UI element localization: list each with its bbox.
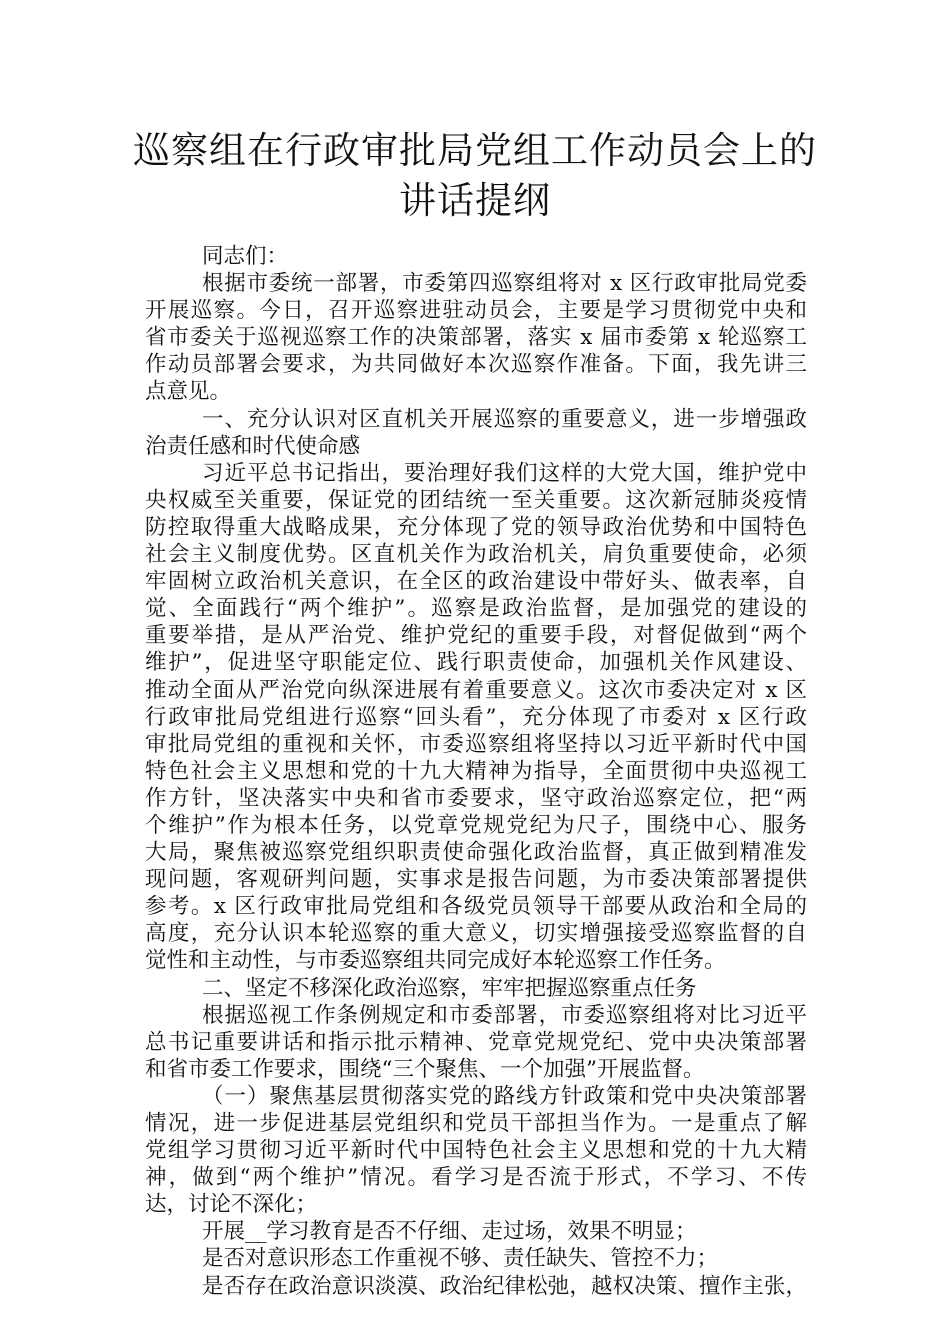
body-line: 和省市委工作要求，围绕“三个聚焦、一个加强”开展监督。 — [145, 1056, 705, 1082]
body-line: 高度，充分认识本轮巡察的重大意义，切实增强接受巡察监督的自 — [145, 921, 807, 947]
section-heading-1: 一、充分认识对区直机关开展巡察的重要意义，进一步增强政 — [202, 406, 807, 432]
body-line: 特色社会主义思想和党的十九大精神为指导，全面贯彻中央巡视工 — [145, 758, 807, 784]
body-line: 社会主义制度优势。区直机关作为政治机关，肩负重要使命，必须 — [145, 542, 807, 568]
body-line: 党组学习贯彻习近平新时代中国特色社会主义思想和党的十九大精 — [145, 1138, 807, 1164]
body-line: 行政审批局党组进行巡察“回头看”，充分体现了市委对 x 区行政 — [145, 704, 807, 730]
body-line: 觉性和主动性，与市委巡察组共同完成好本轮巡察工作任务。 — [145, 948, 726, 974]
document-title-line-1: 巡察组在行政审批局党组工作动员会上的 — [133, 129, 817, 172]
body-line: 是否存在政治意识淡漠、政治纪律松弛，越权决策、擅作主张， — [202, 1273, 807, 1299]
section-heading-2: 二、坚定不移深化政治巡察，牢牢把握巡察重点任务 — [202, 975, 697, 1001]
salutation: 同志们： — [202, 244, 289, 269]
section-heading-1-cont: 治责任感和时代使命感 — [145, 433, 361, 459]
body-line: 点意见。 — [145, 379, 232, 405]
body-line: 根据巡视工作条例规定和市委部署，市委巡察组将对比习近平 — [202, 1002, 807, 1028]
body-line: 觉、全面践行“两个维护”。巡察是政治监督，是加强党的建设的 — [145, 596, 807, 622]
body-line: 作方针，坚决落实中央和省市委要求，坚守政治巡察定位，把“两 — [145, 785, 807, 811]
body-line: 作动员部署会要求，为共同做好本次巡察作准备。下面，我先讲三 — [145, 352, 807, 378]
body-line: 维护”，促进坚守职能定位、践行职责使命，加强机关作风建设、 — [145, 650, 807, 676]
body-line: 省市委关于巡视巡察工作的决策部署，落实 x 届市委第 x 轮巡察工 — [145, 325, 807, 351]
document-title-line-2: 讲话提纲 — [399, 179, 551, 222]
body-line: 现问题，客观研判问题，实事求是报告问题，为市委决策部署提供 — [145, 867, 807, 893]
body-line: 个维护”作为根本任务，以党章党规党纪为尺子，围绕中心、服务 — [145, 812, 807, 838]
body-line: 牢固树立政治机关意识，在全区的政治建设中带好头、做表率，自 — [145, 569, 807, 595]
document-body — [145, 243, 807, 1300]
body-line: 重要举措，是从严治党、维护党纪的重要手段，对督促做到“两个 — [145, 623, 807, 649]
body-line: 总书记重要讲话和指示批示精神、党章党规党纪、党中央决策部署 — [145, 1029, 807, 1055]
body-line: 神，做到“两个维护”情况。看学习是否流于形式，不学习、不传 — [145, 1165, 807, 1191]
body-line: 情况，进一步促进基层党组织和党员干部担当作为。一是重点了解 — [145, 1111, 807, 1136]
body-line: 开展__学习教育是否不仔细、走过场，效果不明显； — [202, 1219, 697, 1245]
body-line: 开展巡察。今日，召开巡察进驻动员会，主要是学习贯彻党中央和 — [145, 298, 807, 324]
body-line: 审批局党组的重视和关怀，市委巡察组将坚持以习近平新时代中国 — [145, 731, 807, 757]
body-line: 参考。x 区行政审批局党组和各级党员领导干部要从政治和全局的 — [145, 894, 807, 920]
body-line: 习近平总书记指出，要治理好我们这样的大党大国，维护党中 — [202, 460, 807, 486]
body-line: 是否对意识形态工作重视不够、责任缺失、管控不力； — [202, 1246, 719, 1272]
body-line: 推动全面从严治党向纵深进展有着重要意义。这次市委决定对 x 区 — [145, 677, 807, 703]
subsection-heading-1: （一）聚焦基层贯彻落实党的路线方针政策和党中央决策部署 — [202, 1083, 807, 1109]
body-line: 根据市委统一部署，市委第四巡察组将对 x 区行政审批局党委 — [202, 271, 807, 297]
body-line: 大局，聚焦被巡察党组织职责使命强化政治监督，真正做到精准发 — [145, 840, 807, 866]
body-line: 防控取得重大战略成果，充分体现了党的领导政治优势和中国特色 — [145, 514, 807, 540]
body-line: 达，讨论不深化； — [145, 1192, 318, 1218]
body-line: 央权威至关重要，保证党的团结统一至关重要。这次新冠肺炎疫情 — [145, 487, 807, 513]
